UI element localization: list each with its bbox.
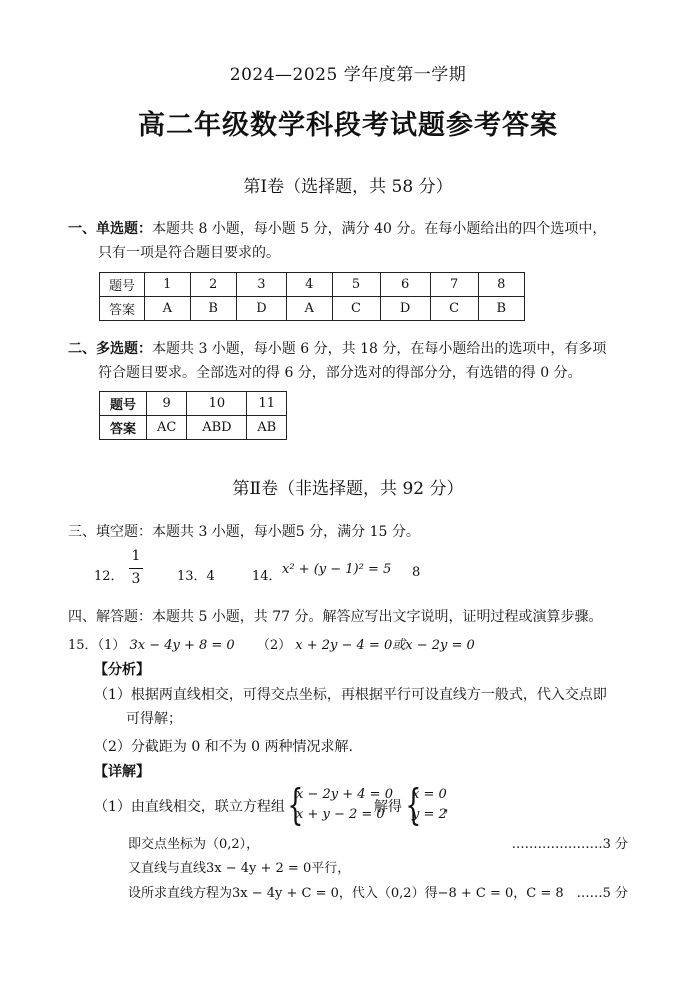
table-cell: 8 (478, 273, 524, 297)
q14-extra-answer: 8 (412, 565, 421, 580)
fill-blank-desc-text: 本题共 3 小题，每小题5 分，满分 15 分。 (152, 524, 420, 540)
table-cell: 5 (332, 273, 380, 297)
left-brace-symbol: { (405, 780, 422, 829)
part2-title: 第Ⅱ卷（非选择题，共 92 分） (232, 479, 464, 499)
fraction-numerator: 1 (131, 548, 141, 564)
solve-label: 四、解答题： (68, 609, 152, 625)
table-cell: B (478, 297, 524, 321)
detail-lead-text: （1）由直线相交，联立方程组 (94, 799, 285, 815)
table-cell: 6 (380, 273, 430, 297)
single-choice-desc-line1: 本题共 8 小题，每小题 5 分，满分 40 分。在每小题给出的四个选项中， (152, 221, 607, 237)
score-mark: …………………3 分 (511, 837, 628, 852)
detail-line-b: 又直线与直线3x − 4y + 2 = 0平行， (128, 861, 351, 876)
multi-choice-desc-line1: 本题共 3 小题，每小题 6 分，共 18 分，在每小题给出的选项中，有多项 (152, 341, 607, 357)
solve-word: 解得 (374, 799, 402, 815)
q15-part1-answer: 3x − 4y + 8 = 0 (129, 638, 235, 653)
table-cell: AC (147, 416, 187, 440)
table-cell: B (190, 297, 236, 321)
analysis-tag: 【分析】 (94, 662, 150, 678)
table-header-cell: 答案 (100, 297, 145, 321)
table-cell: ABD (187, 416, 247, 440)
q15-label: 15．（1） (68, 638, 126, 653)
analysis-line2: 可得解； (126, 711, 182, 727)
table-row (100, 416, 287, 440)
fill-blank-desc (68, 520, 668, 544)
table-cell: 9 (147, 392, 187, 416)
solve-desc (68, 605, 688, 629)
detail-tag: 【详解】 (94, 764, 150, 780)
analysis-line1: （1）根据两直线相交，可得交点坐标，再根据平行可设直线方一般式，代入交点即 (94, 687, 607, 703)
table-cell: C (332, 297, 380, 321)
table-cell: 4 (286, 273, 332, 297)
part1-title: 第Ⅰ卷（选择题，共 58 分） (243, 177, 453, 197)
q15-part2-answer: x + 2y − 4 = 0或x − 2y = 0 (295, 638, 475, 653)
q12-label: 12． (94, 569, 124, 584)
q14-equation: x² + (y − 1)² = 5 (282, 562, 392, 577)
detail-line-c (128, 882, 628, 901)
table-cell: 7 (430, 273, 478, 297)
table-header-cell: 题号 (100, 392, 147, 416)
q14-label: 14． (252, 569, 282, 584)
multi-choice-answer-table (99, 391, 287, 440)
page-title: 高二年级数学科段考试题参考答案 (138, 110, 558, 141)
system1-eq2: x + y − 2 = 0 (296, 807, 385, 822)
table-cell: 1 (145, 273, 191, 297)
system2-eq1: x = 0 (412, 787, 447, 802)
line-equation-text: 设所求直线方程为3x − 4y + C = 0，代入（0,2）得−8 + C = 0，C = 8 (128, 886, 564, 901)
fill-blank-label: 三、填空题： (68, 524, 152, 540)
table-cell: C (430, 297, 478, 321)
table-header-cell: 题号 (100, 273, 145, 297)
single-choice-desc-line2: 只有一项是符合题目要求的。 (98, 245, 280, 261)
q15-part2-label: （2） (256, 638, 292, 653)
table-cell: D (380, 297, 430, 321)
analysis-line3: （2）分截距为 0 和不为 0 两种情况求解. (94, 739, 353, 755)
table-cell: 10 (187, 392, 247, 416)
detail-line-a (128, 833, 628, 852)
multi-choice-label: 二、多选题： (68, 341, 152, 357)
table-cell: 2 (190, 273, 236, 297)
table-cell: A (286, 297, 332, 321)
table-cell: AB (247, 416, 287, 440)
score-mark: ……5 分 (576, 886, 628, 901)
equation-system-line (94, 780, 654, 830)
table-row (100, 297, 525, 321)
left-brace-symbol: { (287, 780, 304, 829)
fraction-bar (129, 568, 143, 569)
single-choice-label: 一、单选题： (68, 221, 152, 237)
single-choice-answer-table (99, 272, 525, 321)
analysis-body (94, 683, 654, 759)
table-cell: 3 (236, 273, 286, 297)
table-row (100, 392, 287, 416)
term-heading: 2024—2025 学年度第一学期 (229, 65, 467, 85)
table-cell: 11 (247, 392, 287, 416)
multi-choice-desc-line2: 符合题目要求。全部选对的得 6 分，部分选对的得部分分，有选错的得 0 分。 (98, 365, 582, 381)
intersection-text: 即交点坐标为（0,2）， (128, 837, 260, 852)
system1-eq1: x − 2y + 4 = 0 (296, 787, 393, 802)
table-cell: D (236, 297, 286, 321)
table-row (100, 273, 525, 297)
single-choice-desc (68, 217, 648, 265)
trailing-comma: ， (444, 799, 458, 815)
system2-eq2: y = 2 (412, 807, 447, 822)
multi-choice-desc (68, 337, 668, 385)
fill-blank-answers (94, 548, 654, 598)
q15-answers (68, 634, 668, 653)
q13-answer: 13．4 (177, 569, 215, 584)
table-header-cell: 答案 (100, 416, 147, 440)
solve-desc-text: 本题共 5 小题，共 77 分。解答应写出文字说明，证明过程或演算步骤。 (152, 609, 603, 625)
fraction-denominator: 3 (131, 571, 141, 587)
table-cell: A (145, 297, 191, 321)
